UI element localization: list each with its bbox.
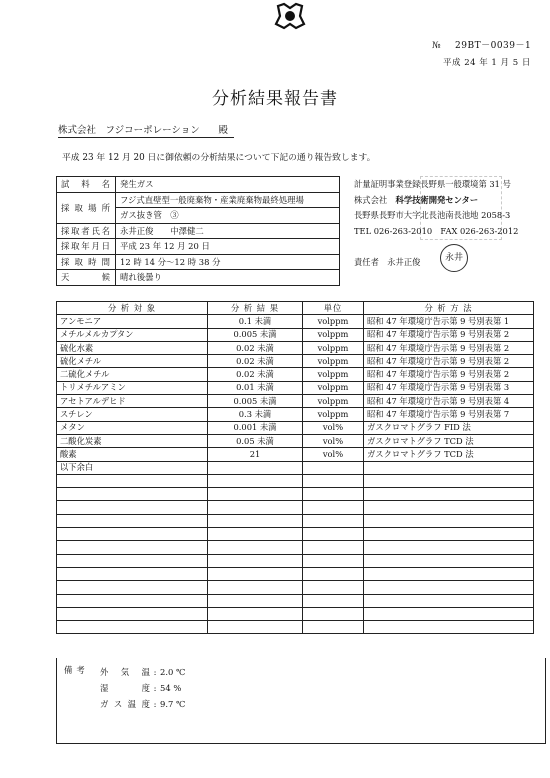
cell-unit: vol%: [303, 421, 364, 434]
cell-method: ガスクロマトグラフ TCD 法: [364, 434, 534, 447]
issuer-company: 株式会社 科学技術開発センター: [354, 194, 479, 205]
cell-method: 昭和 47 年環境庁告示第 9 号別表第 3: [364, 381, 534, 394]
info-row: [57, 254, 340, 270]
info-label: 採取時間: [57, 254, 116, 270]
table-row: [57, 501, 534, 514]
table-row: [57, 421, 534, 434]
cell-target: [57, 621, 208, 634]
results-table: [56, 301, 534, 634]
table-row: [57, 341, 534, 354]
table-row: [57, 461, 534, 474]
issuer-address: 長野県長野市大字北長池南長池地 2058-3: [354, 210, 511, 220]
info-value: 平成 23 年 12 月 20 日: [116, 239, 340, 255]
company-logo-icon: [270, 2, 310, 32]
results-header-row: [57, 302, 534, 315]
responsible-name: 永井正俊: [387, 257, 421, 267]
cell-result: 21: [208, 448, 303, 461]
table-row: [57, 434, 534, 447]
table-row: [57, 567, 534, 580]
cell-target: [57, 581, 208, 594]
info-row: [57, 223, 340, 239]
cell-target: [57, 567, 208, 580]
cell-target: [57, 501, 208, 514]
cell-target: [57, 554, 208, 567]
cell-method: [364, 594, 534, 607]
cell-method: 昭和 47 年環境庁告示第 9 号別表第 2: [364, 355, 534, 368]
info-label: 試 料 名: [57, 177, 116, 193]
info-value: 晴れ後曇り: [116, 270, 340, 286]
info-value: フジ式直壁型一般廃棄物・産業廃棄物最終処理場: [116, 192, 340, 208]
header-unit: 単位: [303, 302, 364, 315]
info-value: 発生ガス: [116, 177, 340, 193]
recipient: [58, 122, 234, 138]
cell-method: [364, 541, 534, 554]
remark-item: 外気温 : 2.0 ℃: [100, 667, 186, 677]
cell-method: [364, 474, 534, 487]
cell-method: [364, 528, 534, 541]
cell-method: ガスクロマトグラフ TCD 法: [364, 448, 534, 461]
intro-text: 平成 23 年 12 月 20 日に御依頼の分析結果について下記の通り報告致します。: [62, 153, 376, 163]
info-row: [57, 270, 340, 286]
info-value: 12 時 14 分〜12 時 38 分: [116, 254, 340, 270]
cell-result: 0.05 未満: [208, 434, 303, 447]
cell-target: 二酸化炭素: [57, 434, 208, 447]
cell-result: 0.1 未満: [208, 315, 303, 328]
info-value: ガス抜き管 ③: [116, 208, 340, 224]
cell-method: [364, 461, 534, 474]
header-method: 分 析 方 法: [364, 302, 534, 315]
table-row: [57, 395, 534, 408]
cell-method: 昭和 47 年環境庁告示第 9 号別表第 2: [364, 328, 534, 341]
cell-unit: volppm: [303, 368, 364, 381]
remarks-label: 備考: [64, 665, 89, 675]
cell-unit: [303, 607, 364, 620]
sample-info-table: [56, 176, 340, 286]
cell-target: スチレン: [57, 408, 208, 421]
cell-method: [364, 554, 534, 567]
cell-unit: [303, 554, 364, 567]
cell-unit: [303, 528, 364, 541]
cell-method: 昭和 47 年環境庁告示第 9 号別表第 7: [364, 408, 534, 421]
table-row: [57, 488, 534, 501]
personal-seal-icon: 永井: [440, 244, 468, 272]
responsible-label: 責任者: [354, 257, 379, 267]
cell-unit: [303, 567, 364, 580]
cell-target: トリメチルアミン: [57, 381, 208, 394]
cell-method: 昭和 47 年環境庁告示第 9 号別表第 2: [364, 341, 534, 354]
cell-method: [364, 607, 534, 620]
cell-result: [208, 567, 303, 580]
cell-unit: volppm: [303, 355, 364, 368]
cell-target: [57, 607, 208, 620]
cell-unit: [303, 474, 364, 487]
info-row: [57, 192, 340, 208]
issue-date: 平成 24 年 1 月 5 日: [443, 58, 531, 68]
cell-result: 0.02 未満: [208, 368, 303, 381]
table-row: [57, 621, 534, 634]
cell-result: 0.005 未満: [208, 395, 303, 408]
cell-target: メタン: [57, 421, 208, 434]
cell-method: 昭和 47 年環境庁告示第 9 号別表第 2: [364, 368, 534, 381]
cell-unit: volppm: [303, 341, 364, 354]
cell-result: [208, 581, 303, 594]
cell-method: [364, 514, 534, 527]
remark-item: ガス温度 : 9.7 ℃: [100, 699, 186, 709]
cell-result: [208, 501, 303, 514]
cell-method: 昭和 47 年環境庁告示第 9 号別表第 4: [364, 395, 534, 408]
cell-result: [208, 488, 303, 501]
info-label: 採取場所: [57, 192, 116, 223]
cell-target: [57, 528, 208, 541]
cell-unit: [303, 488, 364, 501]
issuer-phone: TEL 026-263-2010 FAX 026-263-2012: [354, 225, 519, 236]
page-title: 分析結果報告書: [212, 89, 338, 109]
cell-result: [208, 461, 303, 474]
info-value: 永井正俊 中澤健二: [116, 223, 340, 239]
table-row: [57, 315, 534, 328]
cell-unit: [303, 461, 364, 474]
cell-unit: volppm: [303, 395, 364, 408]
cell-method: ガスクロマトグラフ FID 法: [364, 421, 534, 434]
cell-target: [57, 541, 208, 554]
cell-result: 0.01 未満: [208, 381, 303, 394]
cell-target: メチルメルカプタン: [57, 328, 208, 341]
cell-result: [208, 554, 303, 567]
document-number: № 29BT－0039－1: [432, 41, 532, 51]
table-row: [57, 448, 534, 461]
cell-result: 0.02 未満: [208, 341, 303, 354]
table-row: [57, 554, 534, 567]
cell-unit: volppm: [303, 381, 364, 394]
cell-target: 二硫化メチル: [57, 368, 208, 381]
cell-method: [364, 488, 534, 501]
cell-target: [57, 488, 208, 501]
cell-target: [57, 474, 208, 487]
cell-result: 0.001 未満: [208, 421, 303, 434]
cell-result: 0.3 未満: [208, 408, 303, 421]
cell-target: 硫化水素: [57, 341, 208, 354]
table-row: [57, 368, 534, 381]
table-row: [57, 607, 534, 620]
cell-method: 昭和 47 年環境庁告示第 9 号別表第 1: [364, 315, 534, 328]
cell-unit: vol%: [303, 434, 364, 447]
cell-method: [364, 501, 534, 514]
cell-unit: volppm: [303, 315, 364, 328]
cell-target: 以下余白: [57, 461, 208, 474]
cell-method: [364, 567, 534, 580]
table-row: [57, 581, 534, 594]
registration-number: 計量証明事業登録長野県一般環境第 31 号: [354, 179, 511, 189]
remarks-list: [100, 664, 185, 712]
table-row: [57, 408, 534, 421]
cell-target: 酸素: [57, 448, 208, 461]
table-row: [57, 381, 534, 394]
cell-result: [208, 621, 303, 634]
cell-result: [208, 474, 303, 487]
cell-unit: [303, 594, 364, 607]
cell-unit: [303, 501, 364, 514]
cell-unit: [303, 581, 364, 594]
cell-unit: volppm: [303, 328, 364, 341]
cell-target: [57, 594, 208, 607]
cell-method: [364, 621, 534, 634]
cell-result: [208, 594, 303, 607]
cell-result: [208, 528, 303, 541]
info-label: 採取者氏名: [57, 223, 116, 239]
info-label: 天 候: [57, 270, 116, 286]
info-label: 採取年月日: [57, 239, 116, 255]
recipient-name: 株式会社 フジコーポレーション: [58, 125, 200, 136]
table-row: [57, 514, 534, 527]
info-row: [57, 177, 340, 193]
table-row: [57, 328, 534, 341]
table-row: [57, 528, 534, 541]
cell-result: [208, 607, 303, 620]
cell-unit: volppm: [303, 408, 364, 421]
table-row: [57, 355, 534, 368]
cell-result: [208, 514, 303, 527]
table-row: [57, 594, 534, 607]
cell-method: [364, 581, 534, 594]
table-row: [57, 541, 534, 554]
cell-result: [208, 541, 303, 554]
cell-unit: [303, 514, 364, 527]
cell-unit: vol%: [303, 448, 364, 461]
info-row: [57, 239, 340, 255]
responsible-person: [354, 256, 420, 268]
remark-item: 湿度 : 54 %: [100, 683, 182, 693]
table-row: [57, 474, 534, 487]
header-target: 分 析 対 象: [57, 302, 208, 315]
cell-target: アンモニア: [57, 315, 208, 328]
header-result: 分 析 結 果: [208, 302, 303, 315]
cell-target: [57, 514, 208, 527]
cell-unit: [303, 621, 364, 634]
cell-target: アセトアルデヒド: [57, 395, 208, 408]
cell-target: 硫化メチル: [57, 355, 208, 368]
issuer-block: [354, 177, 518, 239]
cell-result: 0.005 未満: [208, 328, 303, 341]
cell-result: 0.02 未満: [208, 355, 303, 368]
cell-unit: [303, 541, 364, 554]
recipient-honorific: 殿: [218, 125, 228, 136]
